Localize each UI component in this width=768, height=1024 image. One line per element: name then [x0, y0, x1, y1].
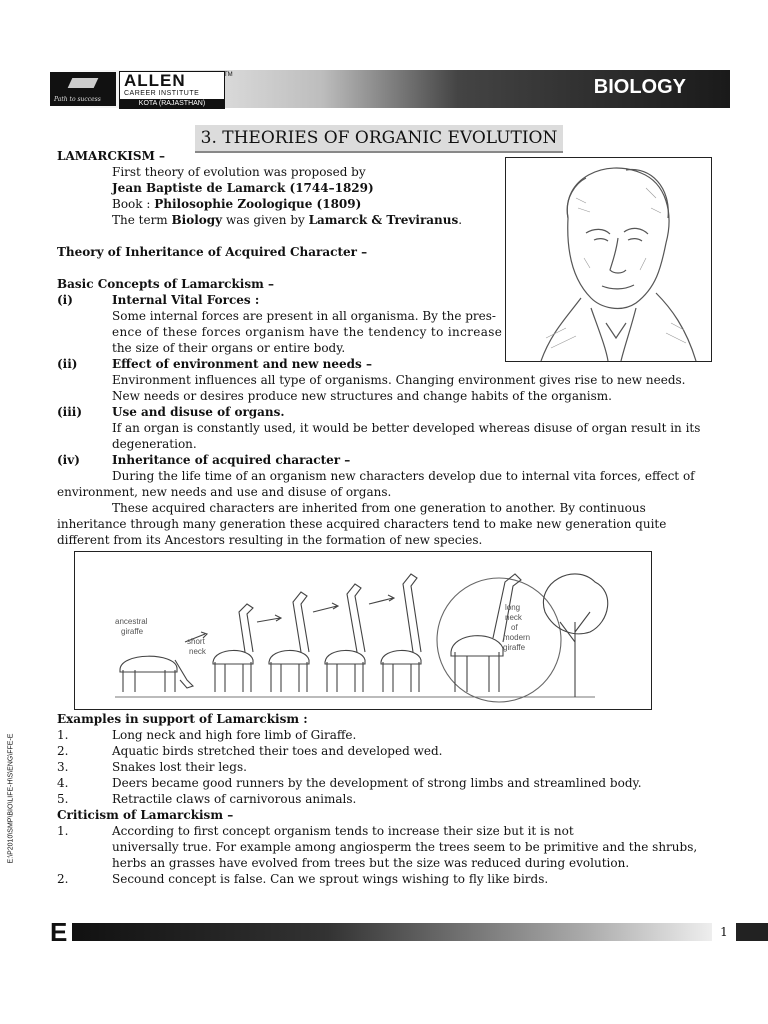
trademark: TM [224, 72, 233, 78]
concept-line: If an organ is constantly used, it would be better developed whereas disuse of organ result in its [112, 421, 701, 435]
brand-subtitle: CAREER INSTITUTE [124, 90, 200, 97]
graduation-cap-icon [68, 78, 99, 88]
book-line [112, 196, 361, 212]
term-mid: was given by [222, 213, 309, 227]
example-number: 5. [57, 792, 69, 806]
term-line [112, 212, 462, 228]
concept-number: (i) [57, 293, 73, 307]
label-neck2: neck [505, 613, 522, 622]
criticism-heading: Criticism of Lamarckism – [57, 808, 234, 822]
concept-number: (iii) [57, 405, 83, 419]
concept-title: Inheritance of acquired character – [112, 453, 351, 467]
lamarckism-heading: LAMARCKISM – [57, 149, 166, 163]
footer-letter: E [50, 917, 68, 947]
concept-line: different from its Ancestors resulting in the formation of new species. [57, 533, 483, 547]
label-giraffe2: giraffe [503, 643, 526, 652]
concept-line: Environment influences all type of organisms. Changing environment gives rise to new needs. [112, 373, 686, 387]
concept-line: During the life time of an organism new characters develop due to internal vita forces, effect of [112, 469, 695, 483]
side-file-code [6, 735, 36, 885]
concept-line: New needs or desires produce new structures and change habits of the organism. [112, 389, 612, 403]
lamarck-portrait [505, 157, 712, 362]
theory-heading: Theory of Inheritance of Acquired Character – [57, 245, 368, 259]
brand-name: ALLEN [124, 71, 186, 90]
page-number: 1 [712, 921, 736, 943]
allen-logo-emblem [50, 72, 116, 106]
intro-line: First theory of evolution was proposed by [112, 165, 366, 179]
concept-number: (iv) [57, 453, 80, 467]
criticism-line: herbs an grasses have evolved from trees but the size was reduced during evolution. [112, 856, 630, 870]
portrait-sketch [506, 158, 711, 361]
book-title: Philosophie Zoologique (1809) [154, 197, 362, 211]
example-text: Deers became good runners by the development of strong limbs and streamlined body. [112, 776, 642, 790]
label-ancestral: ancestral [115, 617, 148, 626]
label-neck: neck [189, 647, 206, 656]
subject-title: BIOLOGY [593, 76, 686, 98]
concept-line: These acquired characters are inherited from one generation to another. By continuous [112, 501, 646, 515]
example-number: 4. [57, 776, 69, 790]
concept-number: (ii) [57, 357, 78, 371]
label-giraffe: giraffe [121, 627, 144, 636]
term-pre: The term [112, 213, 172, 227]
concept-line: the size of their organs or entire body. [112, 341, 346, 355]
page-footer [50, 917, 730, 947]
example-text: Snakes lost their legs. [112, 760, 247, 774]
example-number: 1. [57, 728, 69, 742]
label-short: short [187, 637, 205, 646]
criticism-line: universally true. For example among angiosperm the trees seem to be primitive and the shrubs, [112, 840, 698, 854]
side-code-text: E:\P2010\SMP\BIO\LIFE-H\S\ENG\FFE-E [7, 733, 15, 864]
label-long: long [505, 603, 521, 612]
term-word: Biology [171, 213, 223, 227]
term-by: Lamarck & Treviranus [308, 213, 459, 227]
chapter-title: 3. THEORIES OF ORGANIC EVOLUTION [195, 125, 563, 153]
concept-line: environment, new needs and use and disuse of organs. [57, 485, 392, 499]
concept-line: inheritance through many generation these acquired characters tend to make new generation quite [57, 517, 667, 531]
examples-heading: Examples in support of Lamarckism : [57, 712, 308, 726]
example-text: Long neck and high fore limb of Giraffe. [112, 728, 357, 742]
basic-concepts-heading: Basic Concepts of Lamarckism – [57, 277, 274, 291]
footer-tail [736, 923, 768, 941]
example-number: 2. [57, 744, 69, 758]
giraffe-evolution-figure [74, 551, 652, 710]
brand-location: KOTA (RAJASTHAN) [120, 99, 224, 108]
example-text: Aquatic birds stretched their toes and developed wed. [112, 744, 443, 758]
criticism-line: According to first concept organism tends to increase their size but it is not [112, 824, 574, 838]
logo-tagline: Path to success [54, 96, 101, 103]
example-number: 3. [57, 760, 69, 774]
label-of: of [511, 623, 518, 632]
concept-line: Some internal forces are present in all organisma. By the pres- [112, 309, 496, 323]
label-modern: modern [503, 633, 531, 642]
concept-title: Internal Vital Forces : [112, 293, 260, 307]
criticism-number: 2. [57, 872, 69, 886]
concept-title: Effect of environment and new needs – [112, 357, 372, 371]
page-header [50, 70, 730, 108]
criticism-line: Secound concept is false. Can we sprout wings wishing to fly like birds. [112, 872, 549, 886]
proposer-name: Jean Baptiste de Lamarck (1744–1829) [112, 181, 374, 195]
concept-title: Use and disuse of organs. [112, 405, 285, 419]
footer-bar [72, 923, 712, 941]
concept-line: ence of these forces organism have the tendency to increase [112, 325, 503, 339]
term-end: . [458, 213, 463, 227]
concept-line: degeneration. [112, 437, 197, 451]
example-text: Retractile claws of carnivorous animals. [112, 792, 357, 806]
giraffe-illustration [75, 552, 651, 709]
brand-logo [119, 71, 233, 109]
book-label: Book : [112, 197, 155, 211]
criticism-number: 1. [57, 824, 69, 838]
